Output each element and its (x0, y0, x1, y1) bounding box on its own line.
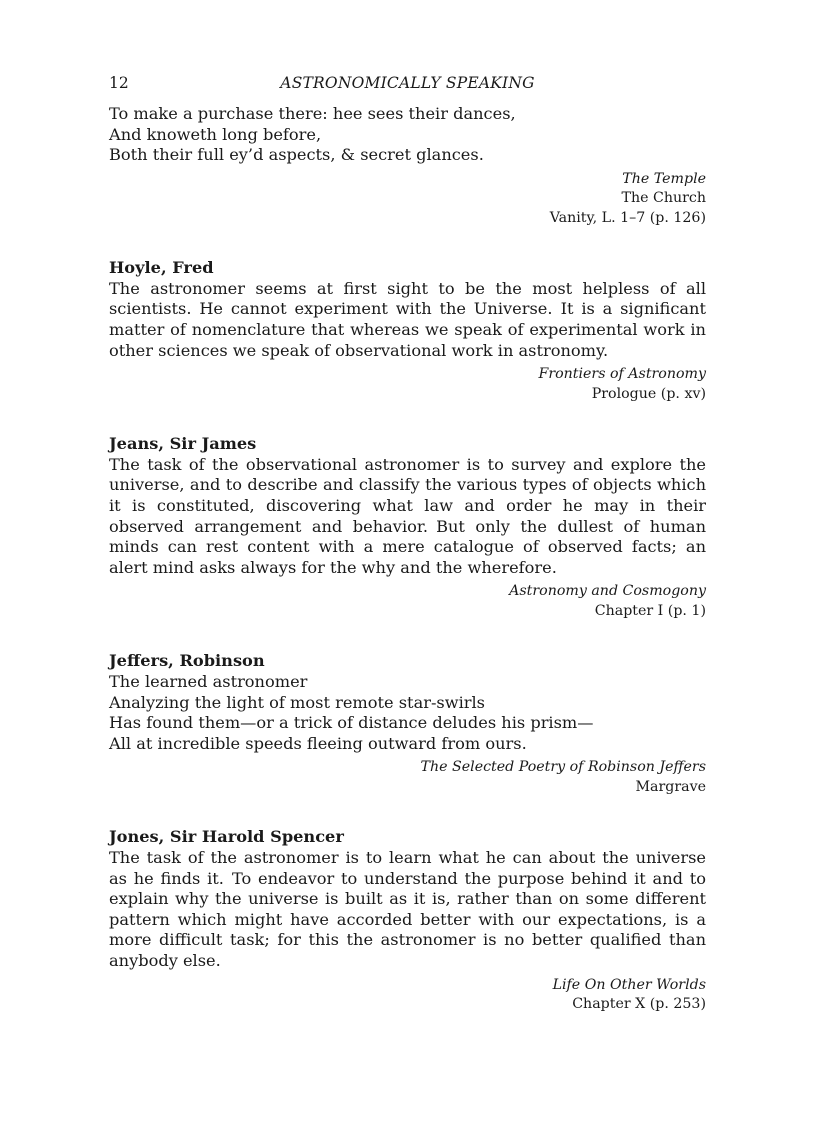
poem-line: Analyzing the light of most remote star-swirls (109, 692, 485, 712)
source-section: The Church (621, 190, 706, 207)
author-name: Jeans, Sir James (109, 434, 257, 454)
poem-line: Has found them—or a trick of distance deludes his prism— (109, 713, 594, 733)
quote-entry-jones (109, 827, 706, 1014)
source-title: The Selected Poetry of Robinson Jeffers (420, 759, 706, 776)
author-name: Hoyle, Fred (109, 258, 214, 278)
quote-entry-jeffers (109, 651, 706, 797)
source-citation (109, 170, 706, 229)
poem-line: All at incredible speeds fleeing outward from ours. (109, 733, 527, 753)
poem-line: And knoweth long before, (109, 124, 322, 144)
running-head (109, 70, 706, 96)
quote-text: The task of the astronomer is to learn what he can about the universe as he finds it. To endeavor to understand the purpose behind it and to explain why the universe is built as it is, rather than on some different pattern which might have accorded better with our expectations, is a more difficult task; for this the astronomer is no better qualified than anybody else. (109, 847, 706, 970)
author-name: Jones, Sir Harold Spencer (109, 827, 344, 847)
source-detail: Margrave (635, 778, 706, 795)
quote-text: The astronomer seems at first sight to be the most helpless of all scientists. He cannot experiment with the Universe. It is a significant matter of nomenclature that whereas we speak of experimental work in other sciences we speak of observational work in astronomy. (109, 278, 706, 360)
source-detail: Chapter X (p. 253) (572, 996, 706, 1013)
source-detail: Vanity, L. 1–7 (p. 126) (549, 209, 706, 226)
running-title: ASTRONOMICALLY SPEAKING (280, 74, 535, 92)
continued-quotation (109, 104, 706, 228)
poem-line: Both their full ey’d aspects, & secret glances. (109, 145, 484, 165)
source-citation (109, 976, 706, 1015)
source-citation (109, 365, 706, 404)
quote-entry-hoyle (109, 258, 706, 404)
source-title: Astronomy and Cosmogony (509, 583, 706, 600)
source-detail: Prologue (p. xv) (591, 385, 706, 402)
source-title: Life On Other Worlds (552, 976, 706, 993)
source-title: Frontiers of Astronomy (538, 366, 706, 383)
poem-line: To make a purchase there: hee sees their dances, (109, 104, 516, 123)
poem-line: The learned astronomer (109, 672, 308, 691)
source-detail: Chapter I (p. 1) (594, 602, 706, 619)
quote-text: The task of the observational astronomer is to survey and explore the universe, and to describe and classify the various types of objects which it is constituted, discovering what law and order he may in their observed arrangement and behavior. But only the dullest of human minds can rest content with a mere catalogue of observed facts; an alert mind asks always for the why and the wherefore. (109, 454, 706, 577)
author-name: Jeffers, Robinson (109, 651, 265, 671)
page-number: 12 (109, 74, 129, 92)
book-page (109, 70, 706, 1015)
source-citation (109, 758, 706, 797)
source-title: The Temple (622, 170, 706, 187)
source-citation (109, 582, 706, 621)
quote-entry-jeans (109, 434, 706, 621)
